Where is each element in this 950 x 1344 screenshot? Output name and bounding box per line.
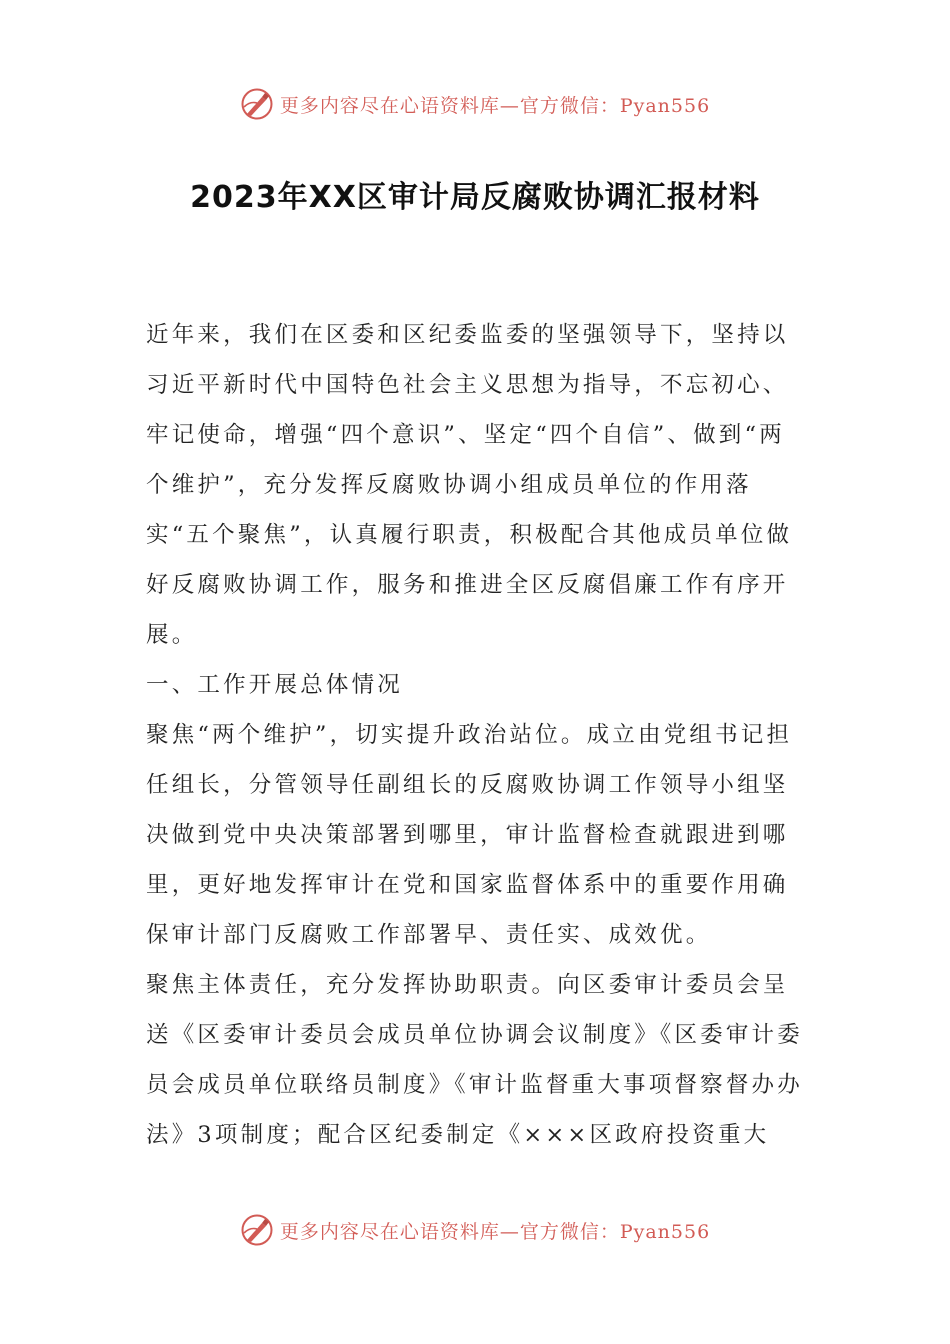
- body-paragraph: 聚焦主体责任，充分发挥协助职责。向区委审计委员会呈送《区委审计委员会成员单位协调会议制度》《区委审计委员会成员单位联络员制度》《审计监督重大事项督察督办办法》3项制度；配合区纪委制定《×××区政府投资重大: [146, 972, 803, 1148]
- header-banner-text: 更多内容尽在心语资料库—官方微信：Pyan556: [279, 94, 711, 117]
- document-body: [146, 310, 806, 1160]
- footer-banner: [0, 1210, 950, 1250]
- footer-banner-text: 更多内容尽在心语资料库—官方微信：Pyan556: [279, 1220, 711, 1243]
- body-paragraph: 聚焦“两个维护”，切实提升政治站位。成立由党组书记担任组长，分管领导任副组长的反腐败协调工作领导小组坚决做到党中央决策部署到哪里，审计监督检查就跟进到哪里，更好地发挥审计在党和国家监督体系中的重要作用确保审计部门反腐败工作部署早、责任实、成效优。: [146, 722, 793, 948]
- pen-nib-logo-icon: [240, 1213, 274, 1247]
- section-heading: 一、工作开展总体情况: [146, 672, 404, 698]
- body-paragraph: 近年来，我们在区委和区纪委监委的坚强领导下，坚持以习近平新时代中国特色社会主义思想为指导，不忘初心、牢记使命，增强“四个意识”、坚定“四个自信”、做到“两个维护”，充分发挥反腐败协调小组成员单位的作用落实“五个聚焦”，认真履行职责，积极配合其他成员单位做好反腐败协调工作，服务和推进全区反腐倡廉工作有序开展。: [146, 322, 793, 648]
- header-banner: [0, 84, 950, 124]
- pen-nib-logo-icon: [240, 87, 274, 121]
- document-title: 2023年XX区审计局反腐败协调汇报材料: [190, 180, 760, 215]
